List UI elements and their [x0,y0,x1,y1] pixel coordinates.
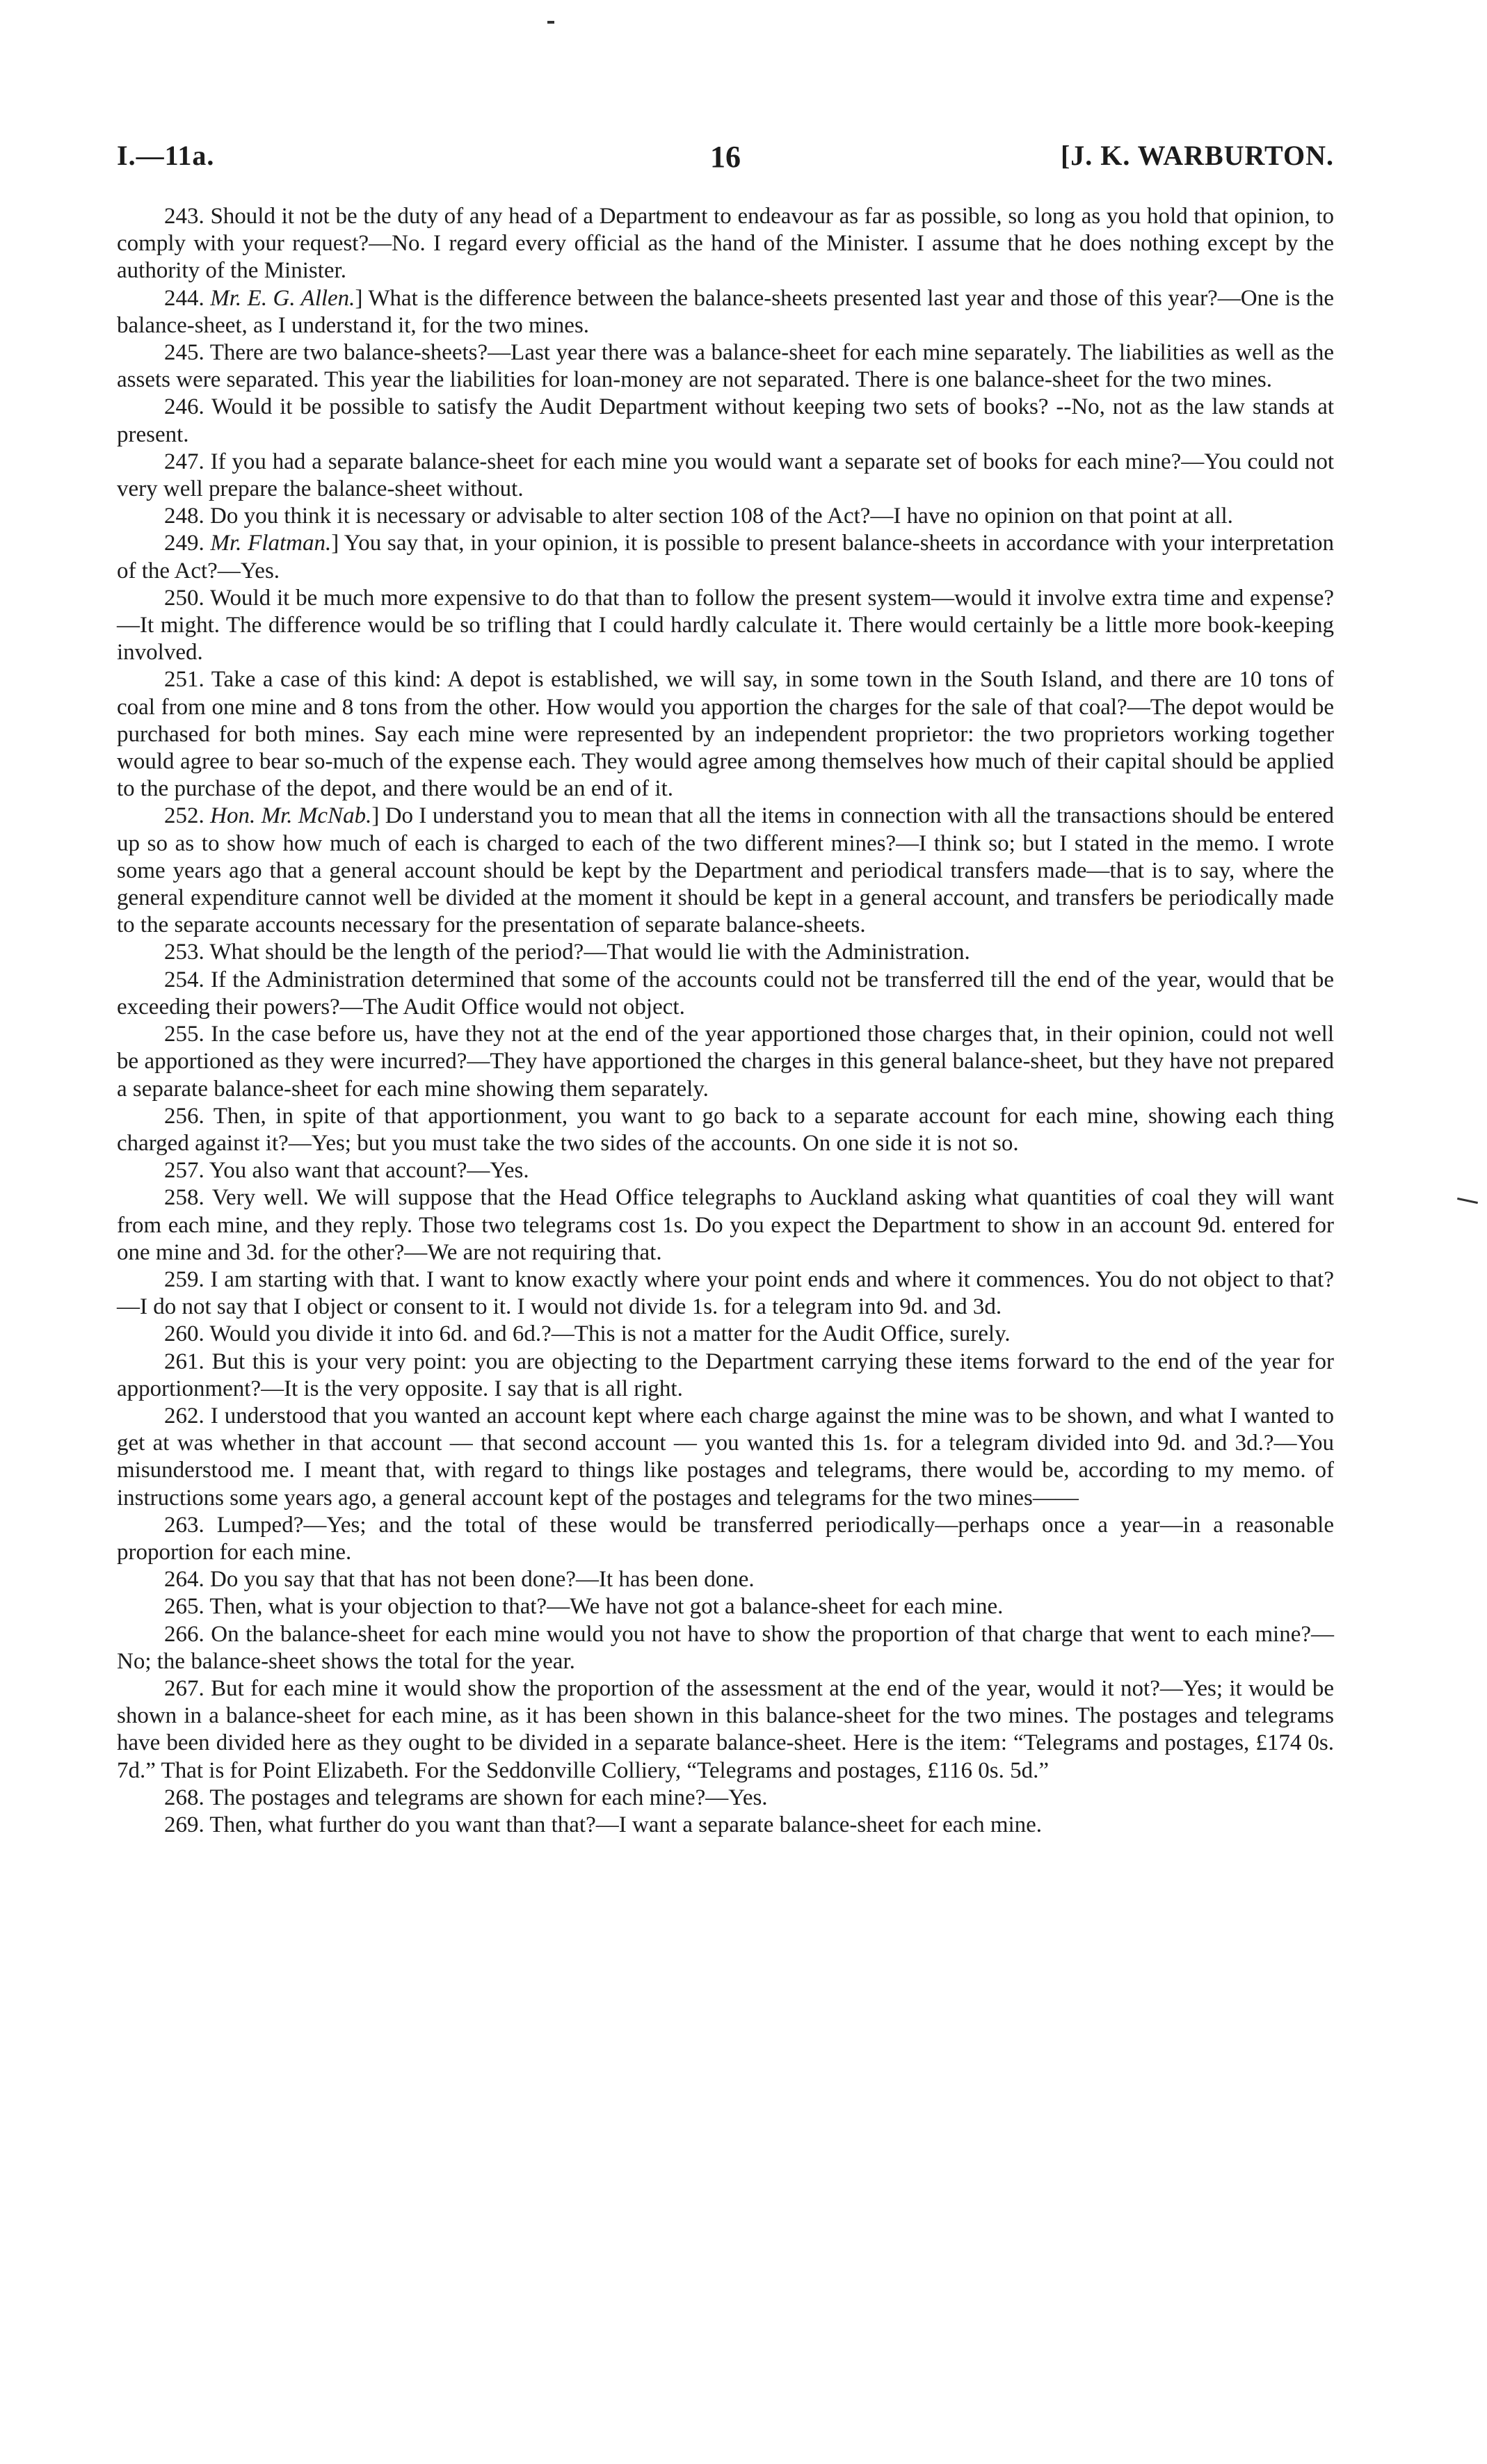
question-number: 245. [164,340,204,366]
question-number: 255. [164,1022,204,1047]
question-text: Would it be possible to satisfy the Audit Department without keeping two sets of books? --No, not as the law stands at present. [117,394,1335,447]
question-paragraph [117,939,1334,966]
question-number: 258. [164,1185,204,1211]
speaker-bracket: ] [331,531,339,556]
speaker-name: Hon. Mr. McNab. [210,803,372,829]
question-number: 248. [164,504,204,529]
question-text: I understood that you wanted an account kept where each charge against the mine was to be shown, and what I wanted to get at was whether in that account — that second account — you wanted this 1s. for a telegram divided into 9d. and 3d.?—You misunderstood me. I meant that, with regard to things like postages and telegrams, there would be, according to my memo. of instructions some years ago, a general account kept of the postages and telegrams for the two mines—— [117,1403,1334,1511]
question-number: 260. [164,1321,204,1347]
question-text: You also want that account?—Yes. [209,1158,529,1184]
question-paragraph [117,1266,1334,1321]
question-text: There are two balance-sheets?—Last year there was a balance-sheet for each mine separately. The liabilities as well as the assets were separated. This year the liabilities for loan-money are not separated. There is one balance-sheet for the two mines. [117,340,1335,393]
question-text: Would it be much more expensive to do that than to follow the present system—would it involve extra time and expense?—It might. The difference would be so trifling that I could hardly calculate it. There would certainly be a little more book-keeping involved. [117,585,1334,666]
question-paragraph [117,530,1334,584]
question-number: 249. [164,531,204,556]
question-number: 254. [164,967,204,992]
question-paragraph [117,449,1334,503]
question-number: 251. [164,667,204,693]
page-number: 16 [710,140,741,174]
question-number: 246. [164,394,204,420]
question-text: Would you divide it into 6d. and 6d.?—This is not a matter for the Audit Office, surely. [209,1321,1011,1347]
question-text: I am starting with that. I want to know exactly where your point ends and where it commences. You do not object to that?—I do not say that I object or consent to it. I would not divide 1s. for a telegram into 9d. and 3d. [117,1266,1334,1320]
question-number: 265. [164,1594,204,1620]
witness-name: [J. K. WARBURTON. [1060,140,1334,171]
question-number: 256. [164,1103,204,1129]
question-text: In the case before us, have they not at the end of the year apportioned those charges that, in their opinion, could not well be apportioned as they were incurred?—They have apportioned the charges in this general balance-sheet, but they have not prepared a separate balance-sheet for each mine showing them separately. [117,1022,1335,1102]
question-number: 252. [164,803,204,829]
question-paragraph [117,585,1334,667]
question-paragraph [117,285,1334,339]
speaker-bracket: ] [371,803,380,829]
paper-reference: I.—11a. [117,140,215,171]
margin-mark [1457,1198,1478,1204]
question-paragraph [117,666,1334,803]
question-text: But this is your very point: you are objecting to the Department carrying these items forward to the end of the year for apportionment?—It is the very opposite. I say that is all right. [117,1348,1335,1401]
question-text: Do you say that that has not been done?—It has been done. [210,1567,755,1593]
question-text: If you had a separate balance-sheet for each mine you would want a separate set of books for each mine?—You could not very well prepare the balance-sheet without. [117,449,1335,502]
question-paragraph [117,1512,1334,1566]
question-paragraph [117,1103,1334,1157]
question-paragraph [117,1021,1334,1103]
question-paragraph [117,1566,1334,1593]
question-number: 266. [164,1621,204,1647]
question-paragraph [117,1321,1334,1348]
question-text: What is the difference between the balance-sheets presented last year and those of this year?—One is the balance-sheet, as I understand it, for the two mines. [117,285,1335,338]
question-paragraph [117,203,1334,285]
question-number: 250. [164,585,204,611]
question-paragraph [117,1184,1334,1266]
question-text: Then, in spite of that apportionment, you want to go back to a separate account for each mine, showing each thing charged against it?—Yes; but you must take the two sides of the accounts. On one side it is not so. [117,1103,1335,1156]
question-text: If the Administration determined that some of the accounts could not be transferred till the end of the year, would that be exceeding their powers?—The Audit Office would not object. [117,967,1335,1020]
stray-mark [547,21,554,24]
question-text: What should be the length of the period?—That would lie with the Administration. [209,940,970,965]
question-number: 259. [164,1266,204,1292]
question-number: 244. [164,285,204,311]
question-text: On the balance-sheet for each mine would you not have to show the proportion of that charge that went to each mine?—No; the balance-sheet shows the total for the year. [117,1621,1334,1674]
question-number: 247. [164,449,204,474]
question-paragraph [117,1621,1334,1675]
question-paragraph [117,339,1334,394]
speaker-bracket: ] [355,285,363,311]
question-text: But for each mine it would show the proportion of the assessment at the end of the year, would it not?—Yes; it would be shown in a balance-sheet for each mine, as it has been shown in this balance-sheet for the two mines. The postages and telegrams have been divided here as they ought to be divided in a separate balance-sheet. Here is the item: “Telegrams and postages, £174 0s. 7d.” That is for Point Elizabeth. For the Seddonville Colliery, “Telegrams and postages, £116 0s. 5d.” [117,1675,1335,1783]
question-paragraph [117,1403,1334,1512]
question-text: Lumped?—Yes; and the total of these would be transferred periodically—perhaps once a year—in a reasonable proportion for each mine. [117,1512,1334,1565]
question-text: The postages and telegrams are shown for each mine?—Yes. [209,1785,768,1810]
question-number: 253. [164,940,204,965]
question-paragraph [117,1785,1334,1812]
question-paragraph [117,803,1334,939]
question-paragraph [117,967,1334,1021]
question-number: 257. [164,1158,204,1184]
question-text: You say that, in your opinion, it is possible to present balance-sheets in accordance with your interpretation of the Act?—Yes. [117,531,1335,583]
question-number: 262. [164,1403,204,1428]
question-paragraph [117,394,1334,448]
question-paragraph [117,1812,1334,1839]
question-number: 243. [164,204,204,229]
page-header [117,139,1334,181]
question-number: 263. [164,1512,204,1538]
question-number: 261. [164,1348,204,1374]
evidence-body [117,203,1334,1839]
question-number: 268. [164,1785,204,1810]
question-text: Very well. We will suppose that the Head Office telegraphs to Auckland asking what quantities of coal they will want from each mine, and they reply. Those two telegrams cost 1s. Do you expect the Department to show in an account 9d. entered for one mine and 3d. for the other?—We are not requiring that. [117,1185,1334,1265]
question-paragraph [117,503,1334,530]
question-paragraph [117,1157,1334,1184]
question-number: 264. [164,1567,204,1593]
question-number: 267. [164,1675,204,1701]
question-text: Then, what further do you want than that?—I want a separate balance-sheet for each mine. [209,1812,1043,1837]
question-text: Should it not be the duty of any head of a Department to endeavour as far as possible, so long as you hold that opinion, to comply with your request?—No. I regard every official as the hand of the Minister. I assume that he does nothing except by the authority of the Minister. [117,204,1334,284]
question-paragraph [117,1593,1334,1620]
question-text: Take a case of this kind: A depot is established, we will say, in some town in the South Island, and there are 10 tons of coal from one mine and 8 tons from the other. How would you apportion the charges for the sale of that coal?—The depot would be purchased for both mines. Say each mine were represented by an independent proprietor: the two proprietors working together would agree to bear so-much of the expense each. They would agree among themselves how much of their capital should be applied to the purchase of the depot, and there would be an end of it. [117,667,1334,802]
speaker-name: Mr. E. G. Allen. [210,285,355,311]
speaker-name: Mr. Flatman. [210,531,332,556]
question-text: Then, what is your objection to that?—We have not got a balance-sheet for each mine. [209,1594,1004,1620]
question-text: Do you think it is necessary or advisable to alter section 108 of the Act?—I have no opinion on that point at all. [210,504,1233,529]
question-text: Do I understand you to mean that all the items in connection with all the transactions should be entered up so as to show how much of each is charged to each of the two different mines?—I think so; but I stated in the memo. I wrote some years ago that a general account should be kept by the Department and periodical transfers made—that is to say, where the general expenditure cannot well be divided at the moment it should be kept in a general account, and transfers be periodically made to the separate accounts necessary for the presentation of separate balance-sheets. [117,803,1334,938]
question-paragraph [117,1348,1334,1403]
question-paragraph [117,1675,1334,1785]
question-number: 269. [164,1812,204,1837]
